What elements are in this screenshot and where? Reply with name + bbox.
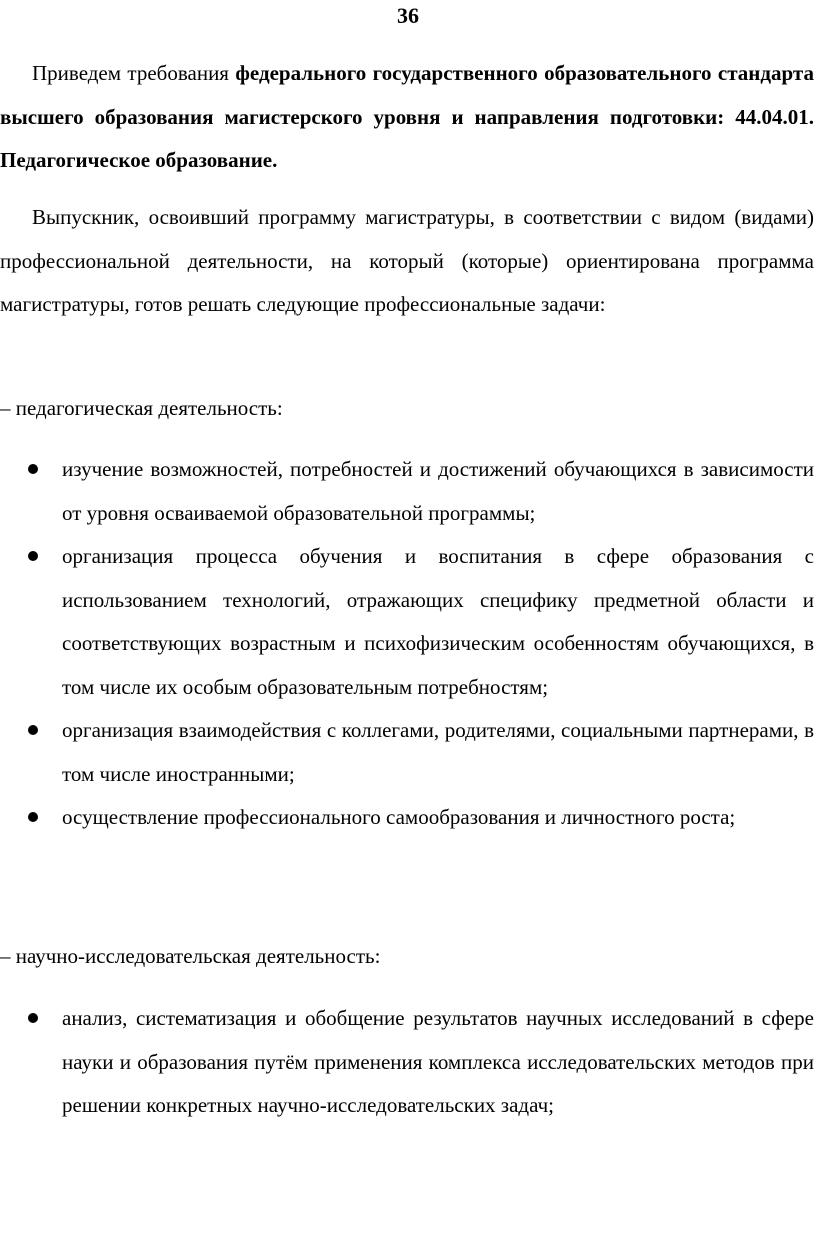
list-item xyxy=(0,709,816,796)
intro-paragraph xyxy=(0,52,814,183)
list-item-text: анализ, систематизация и обобщение результатов научных исследований в сфере науки и образования путём применения комплекса исследовательских методов при решении конкретных научно-исследовательских задач; xyxy=(62,1006,814,1117)
intro-lead: Приведем требования xyxy=(32,61,236,85)
bullet-icon xyxy=(28,725,38,735)
bullet-icon xyxy=(28,551,38,561)
research-task-list xyxy=(0,997,816,1128)
list-item xyxy=(0,448,816,535)
list-item-text: осуществление профессионального самообразования и личностного роста; xyxy=(62,805,736,829)
section-heading-research: – научно-исследовательская деятельность: xyxy=(0,944,381,968)
section-heading-pedagogical: – педагогическая деятельность: xyxy=(0,396,283,420)
list-item-text: организация взаимодействия с коллегами, родителями, социальными партнерами, в том числе иностранными; xyxy=(62,718,814,786)
bullet-icon xyxy=(28,812,38,822)
bullet-icon xyxy=(28,1013,38,1023)
pedagogical-task-list xyxy=(0,448,816,840)
list-item xyxy=(0,796,816,840)
list-item-text: организация процесса обучения и воспитания в сфере образования с использованием технологий, отражающих специфику предметной области и соответствующих возрастным и психофизическим особенностям обучающихся, в том числе их особым образовательным потребностям; xyxy=(62,544,814,699)
bullet-icon xyxy=(28,464,38,474)
list-item-text: изучение возможностей, потребностей и достижений обучающихся в зависимости от уровня осваиваемой образовательной программы; xyxy=(62,457,814,525)
intro-standard-title: федерального государственного образовательного стандарта высшего образования магистерского уровня и направления подготовки: 44.04.01. Педагогическое образование. xyxy=(0,61,814,172)
page-number: 36 xyxy=(397,3,419,28)
list-item xyxy=(0,535,816,709)
list-item xyxy=(0,997,816,1128)
graduate-paragraph: Выпускник, освоивший программу магистратуры, в соответствии с видом (видами) профессиональной деятельности, на который (которые) ориентирована программа магистратуры, готов решать следующие профессиональные задачи: xyxy=(0,205,814,316)
